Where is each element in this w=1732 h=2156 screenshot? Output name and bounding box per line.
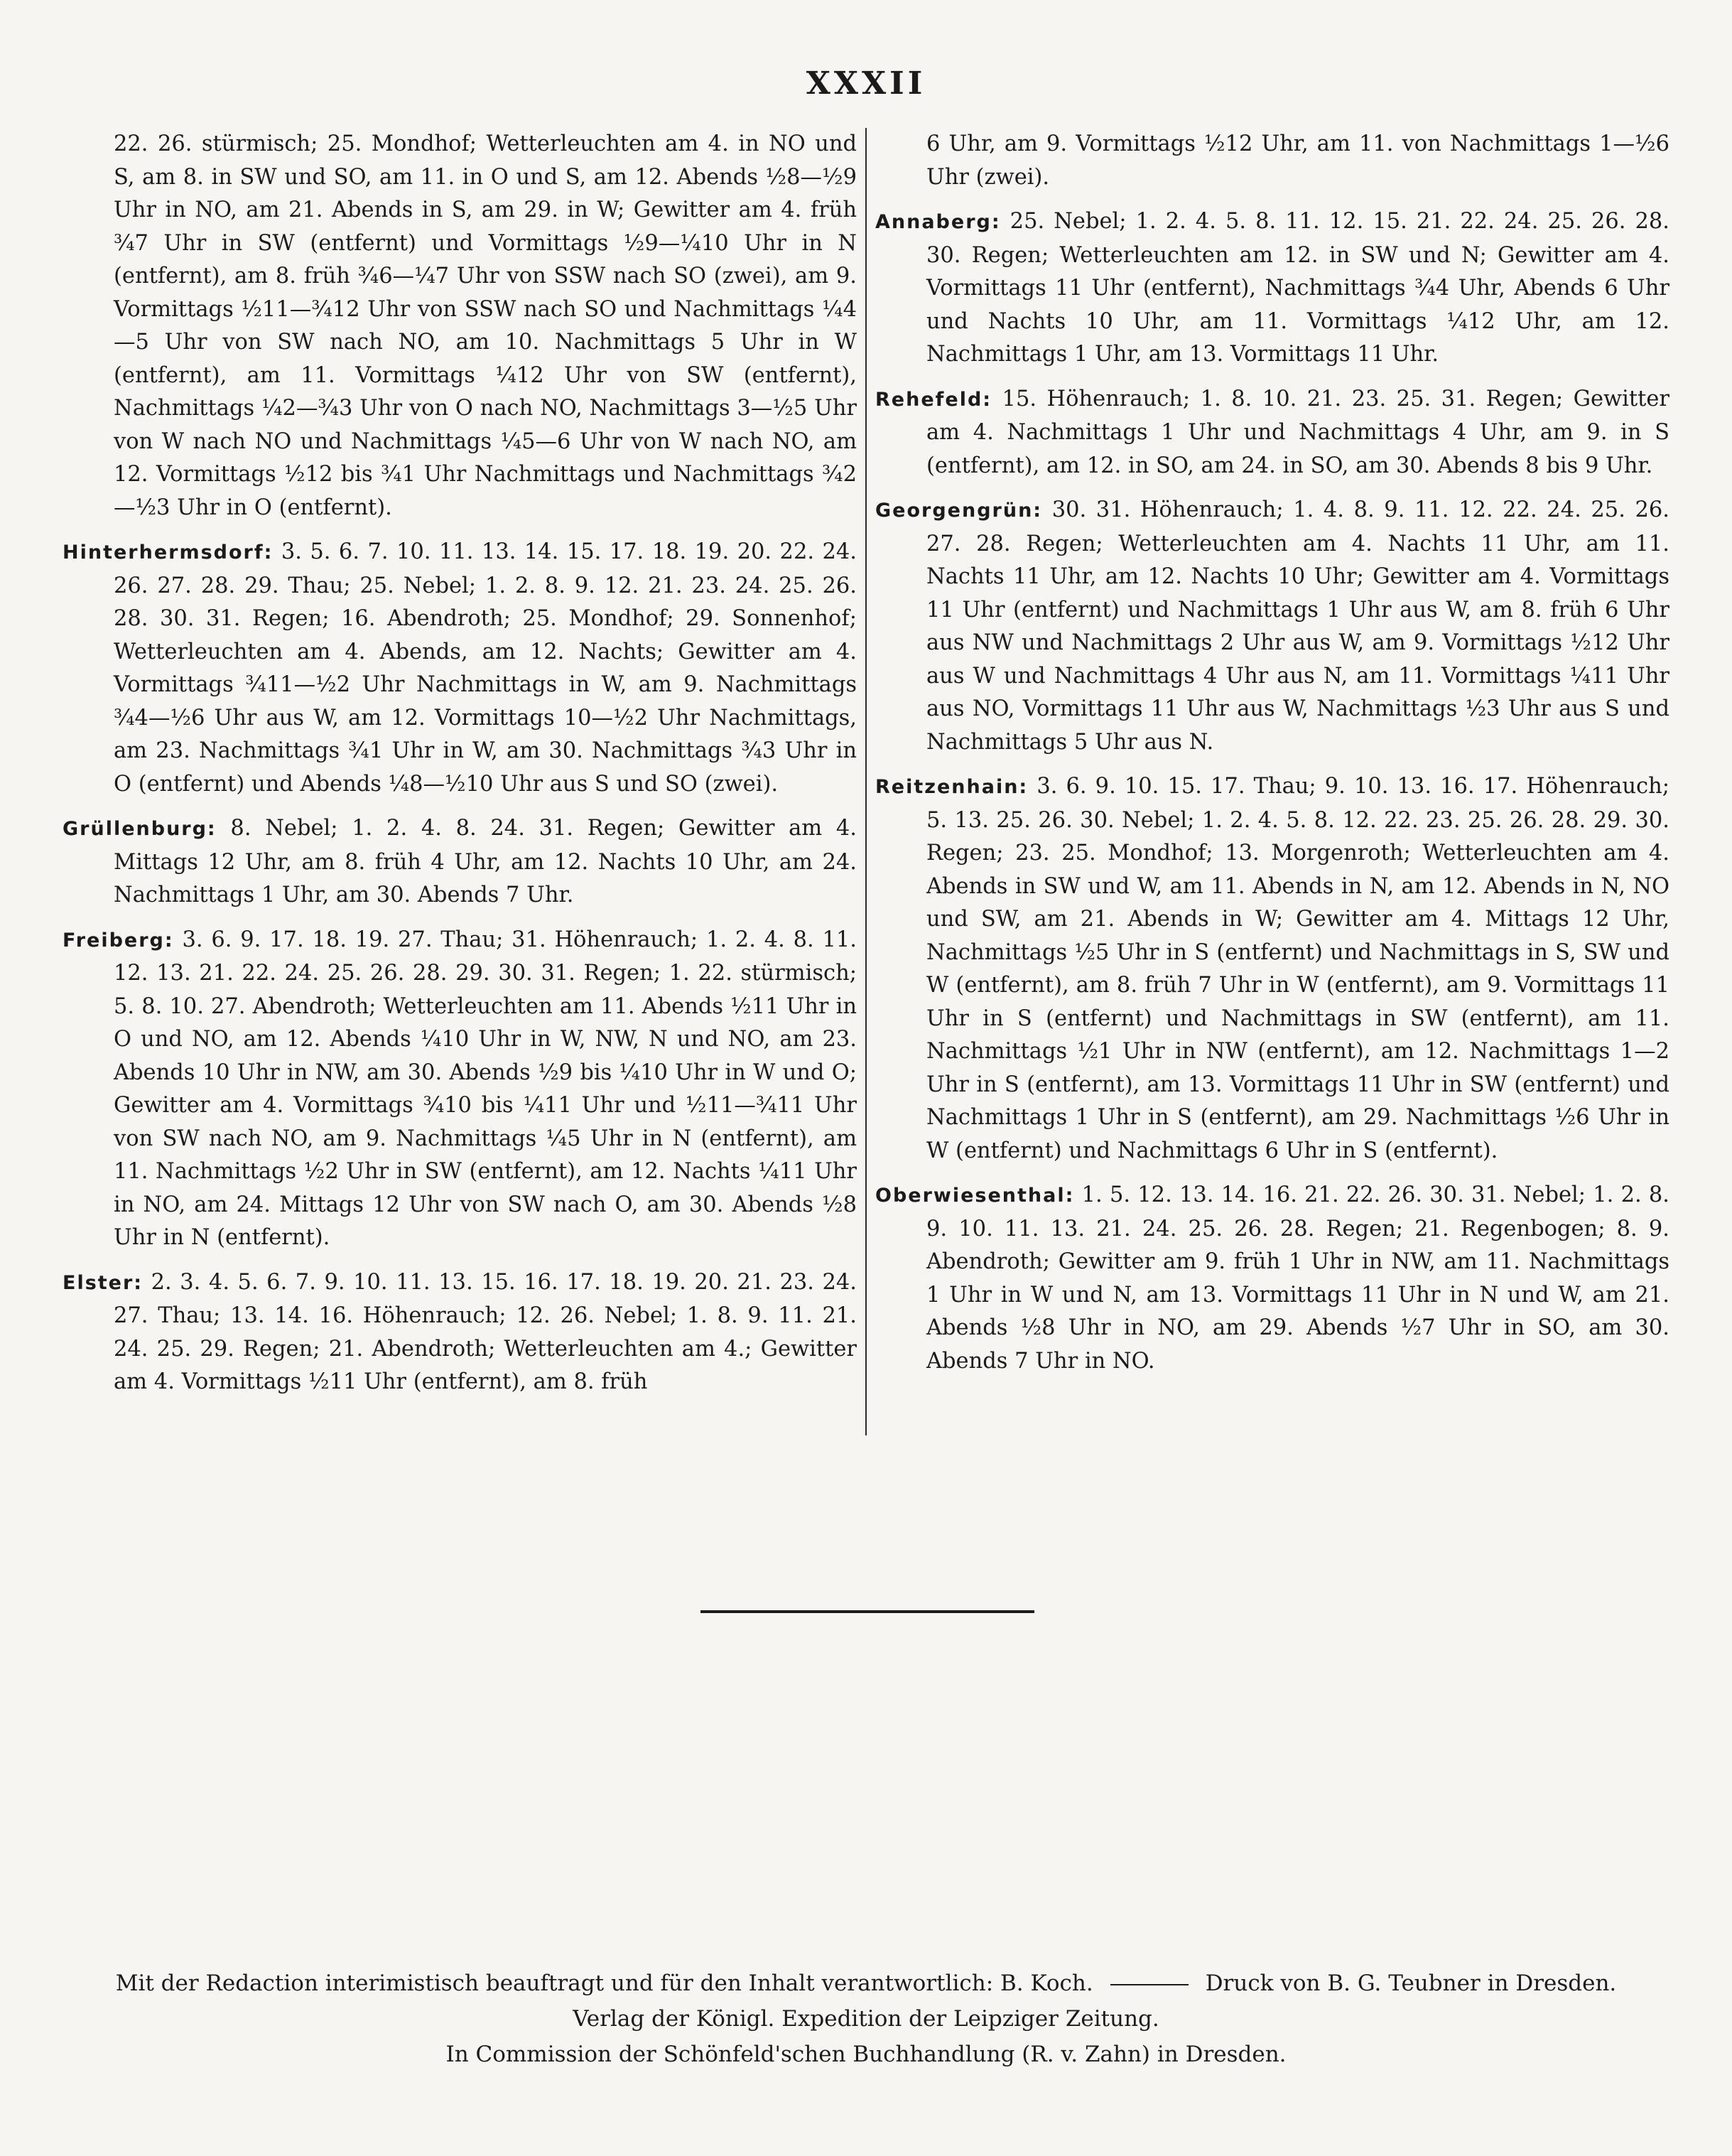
station-entry xyxy=(63,536,857,801)
station-name: Annaberg: xyxy=(875,211,1001,233)
right-column xyxy=(875,128,1669,1389)
station-entry xyxy=(63,924,857,1255)
station-entry xyxy=(875,383,1669,483)
section-end-rule xyxy=(700,1610,1034,1613)
footer-commission: In Commission der Schönfeld'schen Buchhandlung (R. v. Zahn) in Dresden. xyxy=(445,2042,1287,2067)
footer-imprint-line xyxy=(0,1968,1732,1998)
entry-text: 2. 3. 4. 5. 6. 7. 9. 10. 11. 13. 15. 16. 17. 18. 19. 20. 21. 23. 24. 27. Thau; 13. 14. 16. Höhenrauch; 12. 26. Nebel; 1. 8. 9. 11. 21. 24. 25. 29. Regen; 21. Abendroth; Wetterleuchten am 4.; Gewitter am 4. Vormittags ½11 Uhr (entfernt), am 8. früh xyxy=(114,1269,857,1394)
station-entry xyxy=(875,770,1669,1168)
station-name: Georgengrün: xyxy=(875,500,1043,522)
entry-text: 1. 5. 12. 13. 14. 16. 21. 22. 26. 30. 31. Nebel; 1. 2. 8. 9. 10. 11. 13. 21. 24. 25. 26. 28. Regen; 21. Regenbogen; 8. 9. Abendroth; Gewitter am 9. früh 1 Uhr in NW, am 11. Nachmittags 1 Uhr in W und N, am 13. Vormittags 11 Uhr in N und W, am 21. Abends ½8 Uhr in NO, am 29. Abends ½7 Uhr in SO, am 30. Abends 7 Uhr in NO. xyxy=(926,1182,1669,1374)
entry-continuation xyxy=(875,128,1669,194)
station-name: Elster: xyxy=(63,1271,144,1294)
station-name: Reitzenhain: xyxy=(875,776,1029,798)
footer-publisher: Verlag der Königl. Expedition der Leipziger Zeitung. xyxy=(573,2006,1159,2032)
page-number: XXXII xyxy=(806,65,926,102)
entry-text: 22. 26. stürmisch; 25. Mondhof; Wetterleuchten am 4. in NO und S, am 8. in SW und SO, am 11. in O und S, am 12. Abends ½8—½9 Uhr in NO, am 21. Abends in S, am 29. in W; Gewitter am 4. früh ¾7 Uhr in SW (entfernt) und Vormittags ½9—¼10 Uhr in N (entfernt), am 8. früh ¾6—¼7 Uhr von SSW nach SO (zwei), am 9. Vormittags ½11—¾12 Uhr von SSW nach SO und Nachmittags ¼4—5 Uhr von SW nach NO, am 10. Nachmittags 5 Uhr in W (entfernt), am 11. Vormittags ¼12 Uhr von SW (entfernt), Nachmittags ¼2—¾3 Uhr von O nach NO, Nachmittags 3—½5 Uhr von W nach NO und Nachmittags ¼5—6 Uhr von W nach NO, am 12. Vormittags ½12 bis ¾1 Uhr Nachmittags und Nachmittags ¾2—½3 Uhr in O (entfernt). xyxy=(114,131,857,520)
entry-continuation xyxy=(63,128,857,524)
station-entry xyxy=(875,1179,1669,1378)
entry-text: 15. Höhenrauch; 1. 8. 10. 21. 23. 25. 31. Regen; Gewitter am 4. Nachmittags 1 Uhr und Nachmittags 4 Uhr, am 9. in S (entfernt), am 12. in SO, am 24. in SO, am 30. Abends 8 bis 9 Uhr. xyxy=(926,386,1669,478)
station-entry xyxy=(875,205,1669,372)
station-name: Grüllenburg: xyxy=(63,818,217,840)
station-entry xyxy=(63,1266,857,1399)
column-divider xyxy=(865,128,867,1435)
footer-printer: Druck von B. G. Teubner in Dresden. xyxy=(1205,1971,1617,1996)
footer-dash xyxy=(1110,1984,1189,1985)
entry-text: 6 Uhr, am 9. Vormittags ½12 Uhr, am 11. von Nachmittags 1—½6 Uhr (zwei). xyxy=(926,131,1669,190)
station-name: Oberwiesenthal: xyxy=(875,1185,1075,1207)
entry-text: 3. 6. 9. 17. 18. 19. 27. Thau; 31. Höhenrauch; 1. 2. 4. 8. 11. 12. 13. 21. 22. 24. 25. 26. 28. 29. 30. 31. Regen; 1. 22. stürmisch; 5. 8. 10. 27. Abendroth; Wetterleuchten am 11. Abends ½11 Uhr in O und NO, am 12. Abends ¼10 Uhr in W, NW, N und NO, am 23. Abends 10 Uhr in NW, am 30. Abends ½9 bis ¼10 Uhr in W und O; Gewitter am 4. Vormittags ¾10 bis ¼11 Uhr und ½11—¾11 Uhr von SW nach NO, am 9. Nachmittags ¼5 Uhr in N (entfernt), am 11. Nachmittags ½2 Uhr in SW (entfernt), am 12. Nachts ¼11 Uhr in NO, am 24. Mittags 12 Uhr von SW nach O, am 30. Abends ½8 Uhr in N (entfernt). xyxy=(114,927,857,1250)
entry-text: 30. 31. Höhenrauch; 1. 4. 8. 9. 11. 12. 22. 24. 25. 26. 27. 28. Regen; Wetterleuchten am 4. Nachts 11 Uhr, am 11. Nachts 11 Uhr, am 12. Nachts 10 Uhr; Gewitter am 4. Vormittags 11 Uhr (entfernt) und Nachmittags 1 Uhr aus W, am 8. früh 6 Uhr aus NW und Nachmittags 2 Uhr aus W, am 9. Vormittags ½12 Uhr aus W und Nachmittags 4 Uhr aus N, am 11. Vormittags ¼11 Uhr aus NO, Vormittags 11 Uhr aus W, Nachmittags ½3 Uhr aus S und Nachmittags 5 Uhr aus N. xyxy=(926,497,1669,755)
entry-text: 3. 6. 9. 10. 15. 17. Thau; 9. 10. 13. 16. 17. Höhenrauch; 5. 13. 25. 26. 30. Nebel; 1. 2. 4. 5. 8. 12. 22. 23. 25. 26. 28. 29. 30. Regen; 23. 25. Mondhof; 13. Morgenroth; Wetterleuchten am 4. Abends in SW und W, am 11. Abends in N, am 12. Abends in N, NO und SW, am 21. Abends in W; Gewitter am 4. Mittags 12 Uhr, Nachmittags ½5 Uhr in S (entfernt) und Nachmittags in S, SW und W (entfernt), am 8. früh 7 Uhr in W (entfernt), am 9. Vormittags 11 Uhr in S (entfernt) und Nachmittags in SW (entfernt), am 11. Nachmittags ½1 Uhr in NW (entfernt), am 12. Nachmittags 1—2 Uhr in S (entfernt), am 13. Vormittags 11 Uhr in SW (entfernt) und Nachmittags 1 Uhr in S (entfernt), am 29. Nachmittags ½6 Uhr in W (entfernt) und Nachmittags 6 Uhr in S (entfernt). xyxy=(926,774,1669,1163)
left-column xyxy=(63,128,857,1411)
footer-editor: Mit der Redaction interimistisch beauftragt und für den Inhalt verantwortlich: B. Koch. xyxy=(115,1971,1093,1996)
station-entry xyxy=(875,494,1669,759)
station-entry xyxy=(63,812,857,912)
entry-text: 3. 5. 6. 7. 10. 11. 13. 14. 15. 17. 18. 19. 20. 22. 24. 26. 27. 28. 29. Thau; 25. Nebel; 1. 2. 8. 9. 12. 21. 23. 24. 25. 26. 28. 30. 31. Regen; 16. Abendroth; 25. Mondhof; 29. Sonnenhof; Wetterleuchten am 4. Abends, am 12. Nachts; Gewitter am 4. Vormittags ¾11—½2 Uhr Nachmittags in W, am 9. Nachmittags ¾4—½6 Uhr aus W, am 12. Vormittags 10—½2 Uhr Nachmittags, am 23. Nachmittags ¾1 Uhr in W, am 30. Nachmittags ¾3 Uhr in O (entfernt) und Abends ¼8—½10 Uhr aus S und SO (zwei). xyxy=(114,539,857,797)
station-name: Freiberg: xyxy=(63,929,174,952)
entry-text: 8. Nebel; 1. 2. 4. 8. 24. 31. Regen; Gewitter am 4. Mittags 12 Uhr, am 8. früh 4 Uhr, am 12. Nachts 10 Uhr, am 24. Nachmittags 1 Uhr, am 30. Abends 7 Uhr. xyxy=(114,816,857,907)
entry-text: 25. Nebel; 1. 2. 4. 5. 8. 11. 12. 15. 21. 22. 24. 25. 26. 28. 30. Regen; Wetterleuchten am 12. in SW und N; Gewitter am 4. Vormittags 11 Uhr (entfernt), Nachmittags ¾4 Uhr, Abends 6 Uhr und Nachts 10 Uhr, am 11. Vormittags ¼12 Uhr, am 12. Nachmittags 1 Uhr, am 13. Vormittags 11 Uhr. xyxy=(926,209,1669,367)
station-name: Rehefeld: xyxy=(875,388,992,411)
station-name: Hinterhermsdorf: xyxy=(63,541,274,564)
